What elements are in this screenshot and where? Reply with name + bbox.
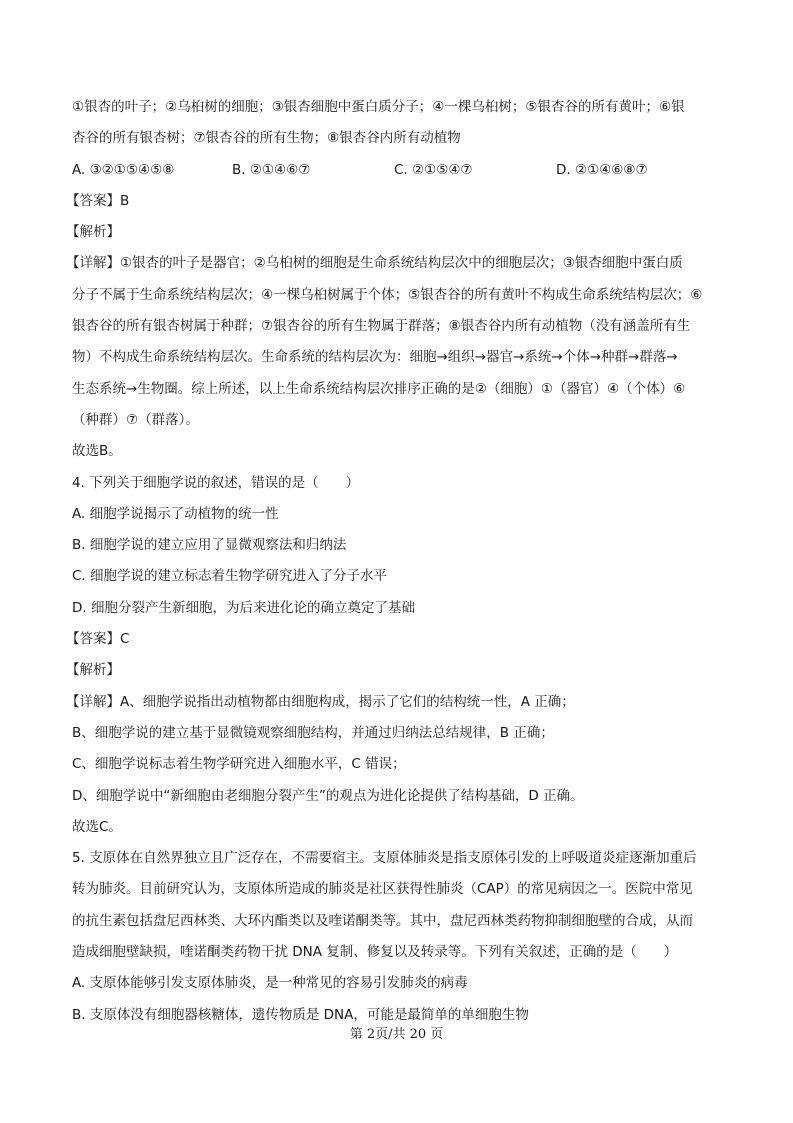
q4-detail-line: 【详解】A、细胞学说指出动植物都由细胞构成，揭示了它们的结构统一性，A 正确； xyxy=(66,693,575,710)
q3-option-d: D. ②①④⑥⑧⑦ xyxy=(556,161,648,178)
q3-detail-line: 物）不构成生命系统结构层次。生命系统的结构层次为：细胞→组织→器官→系统→个体→种群→群落→ xyxy=(72,349,678,366)
q3-option-a: A. ③②①⑤④⑤⑧ xyxy=(72,161,175,178)
page-footer: 第 2页/共 20 页 xyxy=(349,1027,444,1042)
q3-detail-line: 分子不属于生命系统结构层次；④一棵乌桕树属于个体；⑤银杏谷的所有黄叶不构成生命系统结构层次；⑥ xyxy=(72,286,703,303)
q3-option-c: C. ②①⑤④⑦ xyxy=(394,161,473,178)
q4-conclusion: 故选C。 xyxy=(72,818,122,835)
q4-stem: 4. 下列关于细胞学说的叙述，错误的是（ ） xyxy=(72,474,360,491)
q4-answer: 【答案】C xyxy=(66,631,130,648)
q3-options xyxy=(72,155,724,186)
q3-option-b: B. ②①④⑥⑦ xyxy=(232,161,311,178)
q3-conclusion: 故选B。 xyxy=(72,443,122,460)
q4-option-c: C. 细胞学说的建立标志着生物学研究进入了分子水平 xyxy=(72,568,388,585)
q3-detail-line: 生态系统→生物圈。综上所述，以上生命系统结构层次排序正确的是②（细胞）①（器官）④（个体）⑥ xyxy=(72,380,686,397)
q3-analysis-label: 【解析】 xyxy=(66,224,120,241)
q3-detail-line: （种群）⑦（群落）。 xyxy=(72,411,199,428)
q5-option-b: B. 支原体没有细胞器核糖体，遗传物质是 DNA，可能是最简单的单细胞生物 xyxy=(72,1006,529,1023)
q4-detail-line: B、细胞学说的建立基于显微镜观察细胞结构，并通过归纳法总结规律，B 正确； xyxy=(72,724,554,741)
q3-stem-line: ①银杏的叶子；②乌桕树的细胞；③银杏细胞中蛋白质分子；④一棵乌桕树；⑤银杏谷的所有黄叶；⑥银 xyxy=(72,99,685,115)
q3-stem-line: 杏谷的所有银杏树；⑦银杏谷的所有生物；⑧银杏谷内所有动植物 xyxy=(72,130,461,147)
q4-analysis-label: 【解析】 xyxy=(66,662,120,679)
q3-answer: 【答案】B xyxy=(66,192,130,209)
q3-detail-line: 【详解】①银杏的叶子是器官；②乌桕树的细胞是生命系统结构层次中的细胞层次；③银杏细胞中蛋白质 xyxy=(66,255,683,272)
q5-stem-line: 的抗生素包括盘尼西林类、大环内酯类以及喹诺酮类等。其中，盘尼西林类药物抑制细胞壁的合成，从而 xyxy=(72,912,693,929)
q4-option-a: A. 细胞学说揭示了动植物的统一性 xyxy=(72,505,279,522)
q5-option-a: A. 支原体能够引发支原体肺炎，是一种常见的容易引发肺炎的病毒 xyxy=(72,975,468,992)
q4-detail-line: C、细胞学说标志着生物学研究进入细胞水平，C 错误； xyxy=(72,756,406,773)
q3-detail-line: 银杏谷的所有银杏树属于种群；⑦银杏谷的所有生物属于群落；⑧银杏谷内所有动植物（没有涵盖所有生 xyxy=(72,318,691,335)
q5-stem-line: 转为肺炎。目前研究认为，支原体所造成的肺炎是社区获得性肺炎（CAP）的常见病因之一。医院中常见 xyxy=(72,881,693,898)
q4-option-d: D. 细胞分裂产生新细胞，为后来进化论的确立奠定了基础 xyxy=(72,599,415,616)
page-content xyxy=(66,92,724,1031)
q4-option-b: B. 细胞学说的建立应用了显微观察法和归纳法 xyxy=(72,537,347,554)
q5-stem-line: 造成细胞壁缺损，喹诺酮类药物干扰 DNA 复制、修复以及转录等。下列有关叙述，正确的是（ ） xyxy=(72,944,678,961)
q4-detail-line: D、细胞学说中“新细胞由老细胞分裂产生”的观点为进化论提供了结构基础，D 正确。 xyxy=(72,787,584,804)
q5-stem-line: 5. 支原体在自然界独立且广泛存在，不需要宿主。支原体肺炎是指支原体引发的上呼吸道炎症逐渐加重后 xyxy=(72,850,697,867)
